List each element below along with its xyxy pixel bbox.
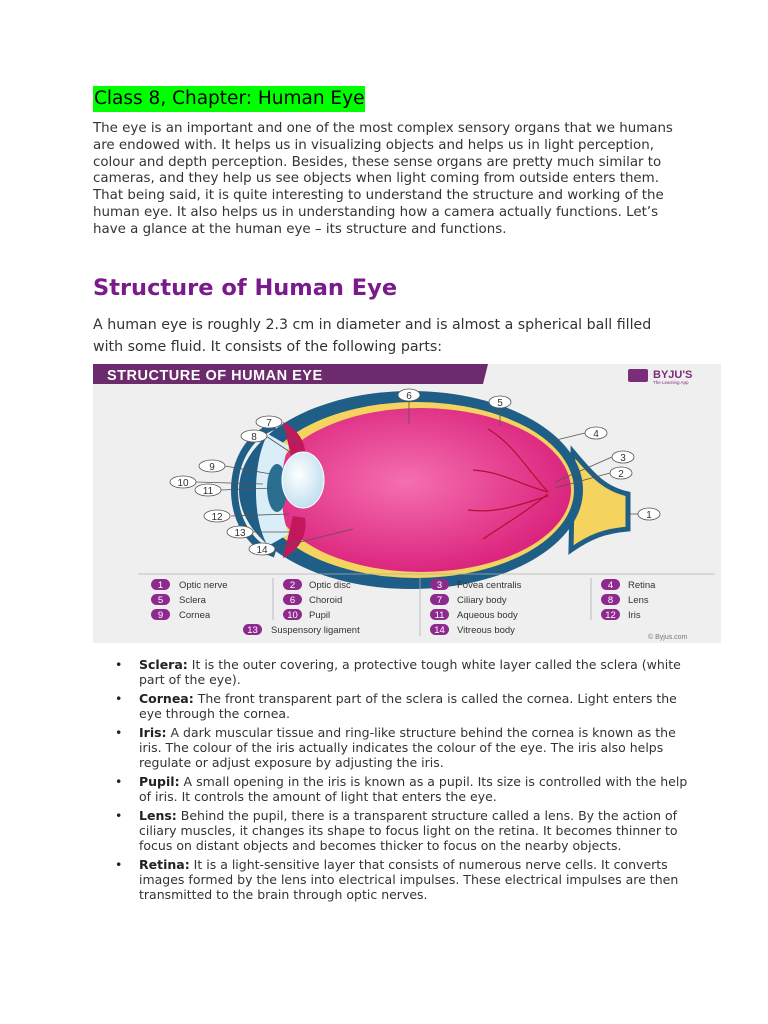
bullet-icon: •	[115, 857, 123, 872]
legend-item-sclera	[151, 594, 207, 606]
legend-item-lens	[601, 594, 649, 606]
legend-item-aqueous-body	[430, 609, 518, 621]
callout-3	[612, 451, 634, 464]
page-title: Class 8, Chapter: Human Eye	[93, 86, 365, 112]
svg-text:3: 3	[620, 453, 626, 464]
svg-text:9: 9	[209, 462, 215, 473]
bullet-icon: •	[115, 691, 123, 706]
callout-4	[585, 427, 607, 440]
svg-text:Suspensory ligament: Suspensory ligament	[271, 625, 360, 636]
eye-parts-list	[115, 657, 695, 906]
callout-1	[638, 508, 660, 521]
svg-text:13: 13	[247, 625, 258, 636]
svg-text:7: 7	[436, 595, 443, 606]
svg-text:9: 9	[157, 610, 164, 621]
list-item-term: Retina:	[139, 857, 190, 872]
svg-text:8: 8	[251, 432, 257, 443]
legend-item-ciliary-body	[430, 594, 507, 606]
bullet-icon: •	[115, 774, 123, 789]
svg-text:10: 10	[177, 478, 189, 489]
svg-text:2: 2	[289, 580, 296, 591]
svg-text:10: 10	[287, 610, 298, 621]
svg-text:Vitreous body: Vitreous body	[457, 625, 515, 636]
legend-item-choroid	[283, 594, 342, 606]
svg-text:Retina: Retina	[628, 580, 656, 591]
svg-text:5: 5	[497, 398, 503, 409]
list-item-term: Pupil:	[139, 774, 180, 789]
svg-text:11: 11	[434, 610, 445, 621]
svg-text:8: 8	[607, 595, 614, 606]
brand-tagline: The Learning App	[653, 380, 689, 385]
svg-text:5: 5	[157, 595, 164, 606]
svg-text:Optic nerve: Optic nerve	[179, 580, 228, 591]
svg-text:Cornea: Cornea	[179, 610, 211, 621]
svg-text:1: 1	[646, 510, 652, 521]
legend-item-iris	[601, 609, 641, 621]
list-item-text: A small opening in the iris is known as a pupil. Its size is controlled with the help of iris. It controls the amount of light that enters the eye.	[139, 774, 688, 804]
list-item-term: Iris:	[139, 725, 167, 740]
intro-paragraph: The eye is an important and one of the most complex sensory organs that we humans are endowed with. It helps us in visualizing objects and helps us in light perception, colour and depth perception. Besides, these sense organs are pretty much similar to cameras, and they help us see objects when light coming from outside enters them. That being said, it is quite interesting to understand the structure and working of the human eye. It also helps us in understanding how a camera actually functions. Let’s have a glance at the human eye – its structure and functions.	[93, 121, 673, 237]
legend-item-fovea-centralis	[430, 579, 522, 591]
svg-text:Lens: Lens	[628, 595, 649, 606]
brand-name: BYJU'S	[653, 369, 693, 381]
section-heading: Structure of Human Eye	[93, 275, 398, 301]
svg-text:12: 12	[605, 610, 616, 621]
diagram-credit: © Byjus.com	[648, 634, 688, 641]
svg-text:4: 4	[593, 429, 599, 440]
eye-diagram	[93, 364, 721, 643]
legend-item-optic-disc	[283, 579, 351, 591]
diagram-banner-text: STRUCTURE OF HUMAN EYE	[107, 368, 323, 384]
list-item-term: Sclera:	[139, 657, 188, 672]
svg-text:11: 11	[202, 486, 214, 497]
legend-item-suspensory-ligament	[243, 624, 360, 636]
bullet-icon: •	[115, 725, 123, 740]
list-item-term: Lens:	[139, 808, 177, 823]
byjus-logo-icon	[628, 369, 648, 382]
svg-text:Iris: Iris	[628, 610, 641, 621]
callout-11	[195, 484, 221, 497]
svg-text:Fovea centralis: Fovea centralis	[457, 580, 522, 591]
svg-text:1: 1	[157, 580, 164, 591]
list-item-text: Behind the pupil, there is a transparent structure called a lens. By the action of ciliary muscles, it changes its shape to focus light on the retina. It becomes thinner to focus on distant objects and becomes thicker to focus on the nearby objects.	[139, 808, 678, 853]
callout-12	[204, 510, 230, 523]
svg-text:6: 6	[406, 391, 412, 402]
callout-9	[199, 460, 225, 473]
list-item-term: Cornea:	[139, 691, 194, 706]
legend-item-optic-nerve	[151, 579, 228, 591]
bullet-icon: •	[115, 657, 123, 672]
svg-text:4: 4	[607, 580, 614, 591]
list-item-text: It is a light-sensitive layer that consists of numerous nerve cells. It converts images formed by the lens into electrical impulses. These electrical impulses are then transmitted to the brain through optic nerves.	[139, 857, 679, 902]
svg-text:6: 6	[289, 595, 296, 606]
list-item	[115, 857, 695, 902]
bullet-icon: •	[115, 808, 123, 823]
callout-7	[256, 416, 282, 429]
list-item	[115, 691, 695, 721]
svg-text:Ciliary body: Ciliary body	[457, 595, 507, 606]
legend-item-retina	[601, 579, 656, 591]
legend-item-vitreous-body	[430, 624, 515, 636]
svg-text:Sclera: Sclera	[179, 595, 206, 606]
list-item-text: The front transparent part of the sclera is called the cornea. Light enters the eye through the cornea.	[139, 691, 677, 721]
section-lead: A human eye is roughly 2.3 cm in diameter and is almost a spherical ball filled with some fluid. It consists of the following parts:	[93, 317, 652, 355]
svg-text:2: 2	[618, 469, 624, 480]
callout-2	[610, 467, 632, 480]
svg-text:13: 13	[234, 528, 246, 539]
list-item	[115, 657, 695, 687]
svg-text:Choroid: Choroid	[309, 595, 343, 606]
svg-text:14: 14	[434, 625, 445, 636]
svg-text:7: 7	[266, 418, 272, 429]
callout-10	[170, 476, 196, 489]
list-item	[115, 808, 695, 853]
legend-item-cornea	[151, 609, 211, 621]
lens	[282, 452, 324, 508]
list-item	[115, 725, 695, 770]
svg-text:Aqueous body: Aqueous body	[457, 610, 518, 621]
svg-text:Optic disc: Optic disc	[309, 580, 351, 591]
list-item-text: A dark muscular tissue and ring-like structure behind the cornea is known as the iris. The colour of the iris actually indicates the colour of the eye. The iris also helps regulate or adjust exposure by adjusting the iris.	[139, 725, 676, 770]
svg-text:12: 12	[211, 512, 223, 523]
svg-text:14: 14	[256, 545, 268, 556]
svg-text:Pupil: Pupil	[309, 610, 331, 621]
list-item	[115, 774, 695, 804]
list-item-text: It is the outer covering, a protective tough white layer called the sclera (white part of the eye).	[139, 657, 681, 687]
legend-item-pupil	[283, 609, 330, 621]
svg-text:3: 3	[436, 580, 443, 591]
